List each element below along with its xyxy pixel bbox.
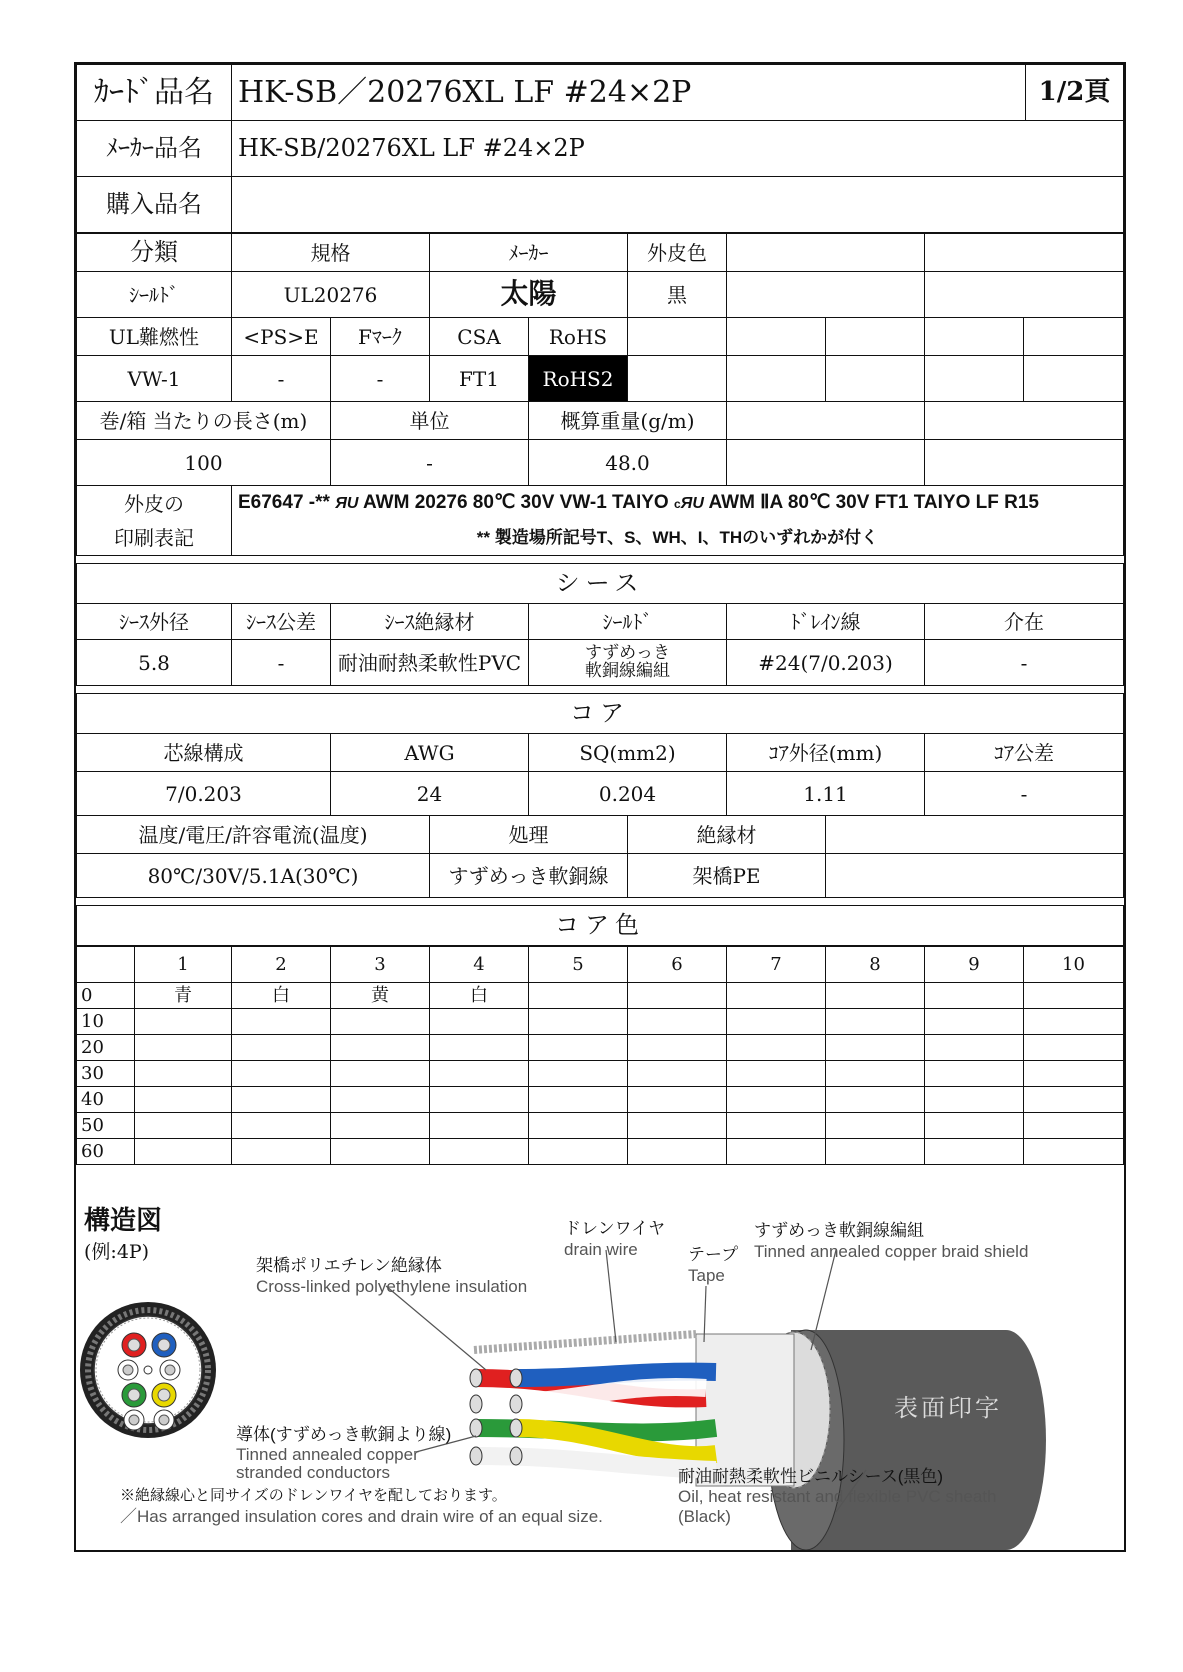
class-label: 分類 (77, 234, 232, 272)
color-cell (628, 1087, 727, 1113)
note-jp: ※絶縁線心と同サイズのドレンワイヤを配しております。 (120, 1487, 507, 1504)
empty-cell (727, 272, 925, 318)
color-cell (232, 1061, 331, 1087)
color-row-label: 50 (77, 1113, 135, 1139)
color-cell (331, 1035, 430, 1061)
print-label-2: 印刷表記 (77, 522, 232, 556)
color-col-header: 6 (628, 947, 727, 983)
empty-cell (727, 402, 925, 440)
color-cell (529, 1035, 628, 1061)
color-cell (727, 1035, 826, 1061)
insulation-label-en: Cross-linked polyethylene insulation (256, 1277, 528, 1296)
color-cell (628, 1035, 727, 1061)
length-label: 巻/箱 当たりの長さ(m) (77, 402, 331, 440)
empty-cell (826, 854, 1124, 898)
core-structure-value: 7/0.203 (77, 772, 331, 816)
empty-cell (727, 356, 826, 402)
color-cell (1024, 983, 1124, 1009)
braid-label-jp: すずめっき軟銅線編組 (754, 1221, 924, 1240)
drain-label-jp: ドレンワイヤ (564, 1219, 666, 1238)
structure-example: (例:4P) (84, 1241, 150, 1263)
color-row-label: 20 (77, 1035, 135, 1061)
tape-label-en: Tape (688, 1266, 725, 1285)
sheath-tol-label: ｼｰｽ公差 (232, 604, 331, 640)
ul-flame-label: UL難燃性 (77, 318, 232, 356)
treatment-value: すずめっき軟銅線 (430, 854, 628, 898)
color-cell (135, 1087, 232, 1113)
core-structure-label: 芯線構成 (77, 734, 331, 772)
sheath-material-label: ｼｰｽ絶縁材 (331, 604, 529, 640)
spacer (77, 686, 1124, 694)
color-value: 黒 (628, 272, 727, 318)
maker-name-label: ﾒｰｶｰ品名 (77, 121, 232, 177)
color-cell (925, 1087, 1024, 1113)
color-cell: 白 (232, 983, 331, 1009)
color-cell (925, 1139, 1024, 1165)
empty-cell (628, 318, 727, 356)
color-cell (529, 1061, 628, 1087)
color-col-header: 5 (529, 947, 628, 983)
note-en: ／Has arranged insulation cores and drain wire of an equal size. (120, 1507, 603, 1526)
shield-value-line1: すずめっき (585, 642, 670, 663)
f-mark-value: - (331, 356, 430, 402)
core-od-label: ｺｱ外径(mm) (727, 734, 925, 772)
empty-cell (925, 402, 1124, 440)
empty-cell (925, 356, 1024, 402)
purchase-name-label: 購入品名 (77, 177, 232, 233)
rating-label: 温度/電圧/許容電流(温度) (77, 816, 430, 854)
sq-value: 0.204 (529, 772, 727, 816)
color-cell (430, 1139, 529, 1165)
color-cell: 黄 (331, 983, 430, 1009)
color-cell (727, 1087, 826, 1113)
awg-value: 24 (331, 772, 529, 816)
maker-name-value: HK-SB/20276XL LF #24×2P (232, 121, 1124, 177)
color-cell (1024, 1139, 1124, 1165)
sheath-label-en2: (Black) (678, 1507, 731, 1526)
color-row-label: 60 (77, 1139, 135, 1165)
page-number: 1/2頁 (1026, 65, 1124, 121)
rohs-value: RoHS2 (529, 356, 628, 402)
empty-cell (1024, 318, 1124, 356)
filler-label: 介在 (925, 604, 1124, 640)
color-cell (925, 1009, 1024, 1035)
color-cell (529, 1113, 628, 1139)
empty-cell (1024, 356, 1124, 402)
drain-label-en: drain wire (564, 1240, 638, 1259)
color-cell (628, 1113, 727, 1139)
drain-value: #24(7/0.203) (727, 640, 925, 686)
color-cell (529, 1087, 628, 1113)
sheath-od-label: ｼｰｽ外径 (77, 604, 232, 640)
print-prefix: E67647 -** (238, 492, 330, 514)
color-cell (232, 1139, 331, 1165)
color-cell (1024, 1009, 1124, 1035)
color-cell (331, 1139, 430, 1165)
color-row-label: 0 (77, 983, 135, 1009)
color-row-label: 10 (77, 1009, 135, 1035)
color-cell (331, 1061, 430, 1087)
core-tol-label: ｺｱ公差 (925, 734, 1124, 772)
tape-label-jp: テープ (688, 1245, 739, 1264)
sq-label: SQ(mm2) (529, 734, 727, 772)
print-text-b: AWM ⅡA 80℃ 30V FT1 TAIYO LF R15 (708, 492, 1039, 514)
structure-title: 構造図 (84, 1205, 163, 1235)
color-cell (331, 1087, 430, 1113)
empty-cell (826, 318, 925, 356)
color-cell (430, 1087, 529, 1113)
shield-label: ｼｰﾙﾄﾞ (529, 604, 727, 640)
spec-table (76, 233, 1124, 946)
color-cell (232, 1035, 331, 1061)
empty-cell (826, 816, 1124, 854)
color-cell (1024, 1087, 1124, 1113)
color-cell (430, 1035, 529, 1061)
color-cell (628, 1009, 727, 1035)
sheath-label-jp: 耐油耐熱柔軟性ビニルシース(黒色) (678, 1467, 944, 1486)
color-cell (826, 1087, 925, 1113)
color-row (77, 1035, 1124, 1061)
color-row (77, 1139, 1124, 1165)
rating-value: 80℃/30V/5.1A(30℃) (77, 854, 430, 898)
color-cell (1024, 1113, 1124, 1139)
color-cell (135, 1139, 232, 1165)
color-cell (826, 1009, 925, 1035)
core-section-title: コア (77, 694, 1124, 734)
color-row (77, 1009, 1124, 1035)
empty-cell (925, 318, 1024, 356)
color-cell (331, 1113, 430, 1139)
color-cell (925, 1035, 1024, 1061)
weight-value: 48.0 (529, 440, 727, 486)
drain-wire (474, 1334, 696, 1350)
print-line-1 (232, 486, 1124, 522)
color-col-header: 7 (727, 947, 826, 983)
spacer (77, 556, 1124, 564)
empty-cell (628, 356, 727, 402)
color-col-header: 3 (331, 947, 430, 983)
conductor-label-jp: 導体(すずめっき軟銅より線) (236, 1425, 452, 1444)
cable-jacket (696, 1330, 1046, 1550)
color-cell (727, 983, 826, 1009)
empty-cell (826, 356, 925, 402)
color-cell (925, 1113, 1024, 1139)
empty-cell (727, 440, 925, 486)
shield-value-line2: 軟銅線編組 (585, 660, 670, 681)
maker-label: ﾒｰｶｰ (430, 234, 628, 272)
print-text-a: AWM 20276 80℃ 30V VW-1 TAIYO (362, 492, 669, 514)
cross-section (80, 1302, 216, 1438)
color-cell (628, 1139, 727, 1165)
class-value: ｼｰﾙﾄﾞ (77, 272, 232, 318)
csa-value: FT1 (430, 356, 529, 402)
sheath-od-value: 5.8 (77, 640, 232, 686)
core-color-table (76, 946, 1124, 1165)
color-cell (727, 1061, 826, 1087)
spec-sheet (74, 62, 1126, 1552)
color-cell (529, 1139, 628, 1165)
awg-label: AWG (331, 734, 529, 772)
color-col-header: 2 (232, 947, 331, 983)
core-color-section-title: コア色 (77, 906, 1124, 946)
f-mark-label: Fﾏｰｸ (331, 318, 430, 356)
sheath-material-value: 耐油耐熱柔軟性PVC (331, 640, 529, 686)
sheath-section-title: シース (77, 564, 1124, 604)
color-cell (1024, 1035, 1124, 1061)
color-cell (727, 1113, 826, 1139)
empty-cell (925, 440, 1124, 486)
color-cell (826, 1061, 925, 1087)
wires (470, 1369, 716, 1470)
filler-value: - (925, 640, 1124, 686)
color-row-label: 30 (77, 1061, 135, 1087)
color-cell (826, 983, 925, 1009)
ul-flame-value: VW-1 (77, 356, 232, 402)
color-cell (331, 1009, 430, 1035)
empty-cell (925, 234, 1124, 272)
print-line-2: ** 製造場所記号T、S、WH、I、THのいずれかが付く (232, 522, 1124, 556)
color-cell (826, 1113, 925, 1139)
standard-value: UL20276 (232, 272, 430, 318)
color-cell (430, 1113, 529, 1139)
header-table (76, 64, 1124, 233)
color-cell (135, 1113, 232, 1139)
color-row (77, 1061, 1124, 1087)
color-cell (727, 1009, 826, 1035)
print-label-1: 外皮の (77, 486, 232, 522)
ul-mark-icon: ЯU (335, 495, 359, 513)
color-row (77, 1087, 1124, 1113)
card-name-label: ｶｰﾄﾞ品名 (77, 65, 232, 121)
purchase-name-value (232, 177, 1124, 233)
treatment-label: 処理 (430, 816, 628, 854)
empty-cell (727, 234, 925, 272)
shield-value (529, 640, 727, 686)
color-row (77, 983, 1124, 1009)
color-cell (430, 1009, 529, 1035)
structure-diagram (76, 1202, 1124, 1550)
color-cell (1024, 1061, 1124, 1087)
color-cell (826, 1139, 925, 1165)
weight-label: 概算重量(g/m) (529, 402, 727, 440)
color-cell (135, 1009, 232, 1035)
color-row-label: 40 (77, 1087, 135, 1113)
conductor-label-en1: Tinned annealed copper (236, 1445, 419, 1464)
sheath-tol-value: - (232, 640, 331, 686)
color-cell (529, 983, 628, 1009)
braid-label-en: Tinned annealed copper braid shield (754, 1242, 1029, 1261)
color-cell (135, 1061, 232, 1087)
color-cell: 白 (430, 983, 529, 1009)
color-cell (232, 1113, 331, 1139)
color-cell: 青 (135, 983, 232, 1009)
color-row (77, 1113, 1124, 1139)
unit-value: - (331, 440, 529, 486)
color-cell (925, 1061, 1024, 1087)
maker-value: 太陽 (430, 272, 628, 318)
color-cell (727, 1139, 826, 1165)
color-cell (232, 1009, 331, 1035)
color-cell (135, 1035, 232, 1061)
color-col-header: 4 (430, 947, 529, 983)
length-value: 100 (77, 440, 331, 486)
standard-label: 規格 (232, 234, 430, 272)
c-mark: c (673, 497, 681, 512)
unit-label: 単位 (331, 402, 529, 440)
sheath-label-en1: Oil, heat resistant and flexible PVC sheath (678, 1487, 997, 1506)
color-col-header: 1 (135, 947, 232, 983)
color-cell (232, 1087, 331, 1113)
spacer (77, 898, 1124, 906)
insulation-value: 架橋PE (628, 854, 826, 898)
color-cell (628, 983, 727, 1009)
color-col-header: 10 (1024, 947, 1124, 983)
color-cell (826, 1035, 925, 1061)
conductor-label-en2: stranded conductors (236, 1463, 391, 1482)
core-od-value: 1.11 (727, 772, 925, 816)
color-label: 外皮色 (628, 234, 727, 272)
card-name-value: HK-SB／20276XL LF #24×2P (232, 65, 1026, 121)
surface-print-label: 表面印字 (894, 1395, 1002, 1422)
insulation-label: 絶縁材 (628, 816, 826, 854)
drain-label: ﾄﾞﾚｲﾝ線 (727, 604, 925, 640)
empty-cell (925, 272, 1124, 318)
csa-label: CSA (430, 318, 529, 356)
color-col-header: 8 (826, 947, 925, 983)
ul-mark-icon: ЯU (680, 495, 704, 513)
ps-e-value: - (232, 356, 331, 402)
core-tol-value: - (925, 772, 1124, 816)
insulation-label-jp: 架橋ポリエチレン絶縁体 (256, 1256, 442, 1275)
color-cell (925, 983, 1024, 1009)
rohs-label: RoHS (529, 318, 628, 356)
ps-e-label: <PS>E (232, 318, 331, 356)
color-cell (628, 1061, 727, 1087)
color-cell (430, 1061, 529, 1087)
empty-cell (727, 318, 826, 356)
corner-cell (77, 947, 135, 983)
color-col-header: 9 (925, 947, 1024, 983)
color-cell (529, 1009, 628, 1035)
